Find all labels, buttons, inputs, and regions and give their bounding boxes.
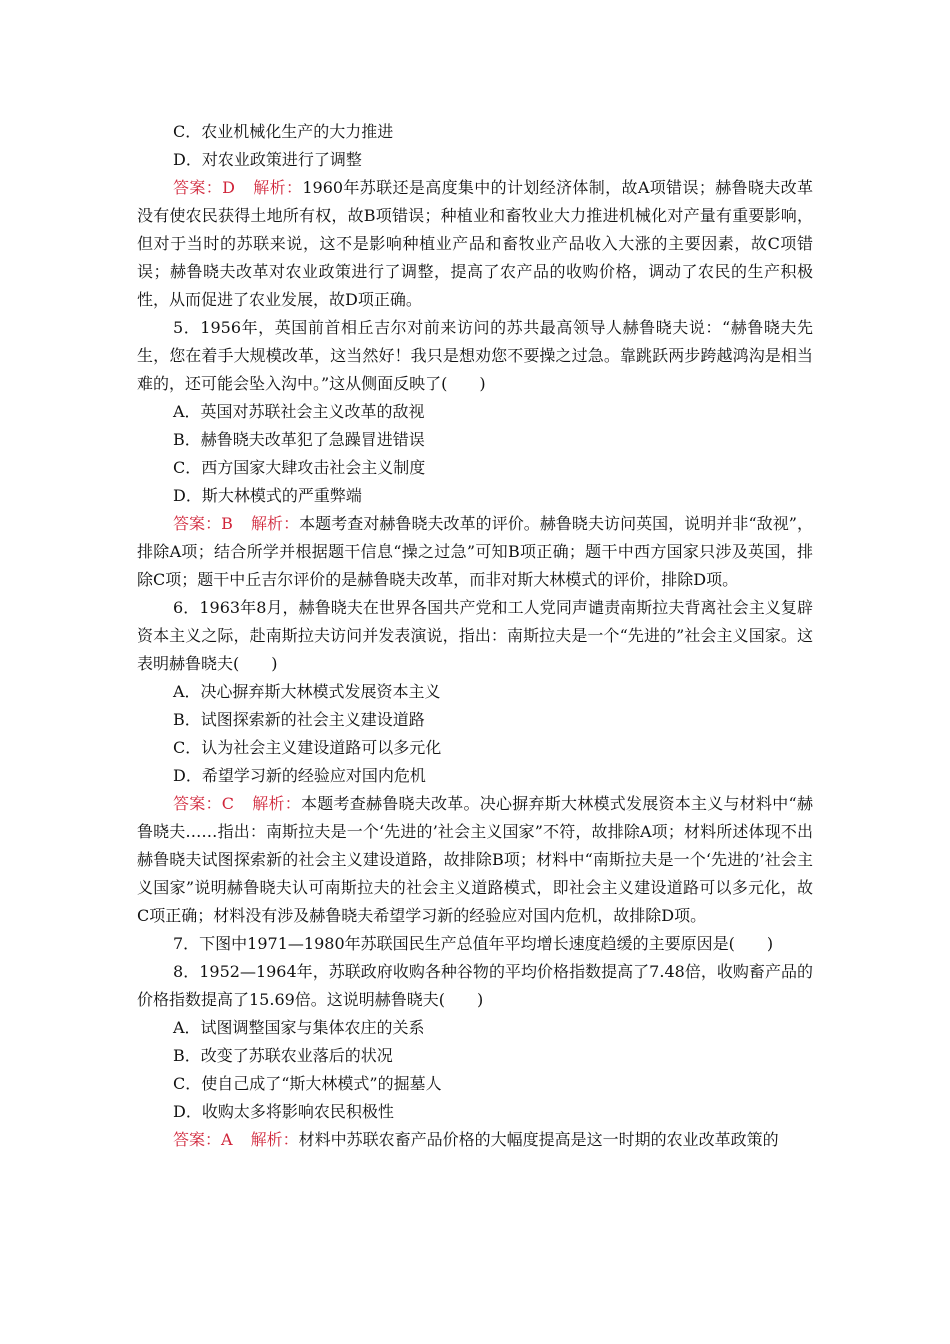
q4-option-d: D．对农业政策进行了调整 bbox=[173, 150, 362, 169]
q5-option-b: B．赫鲁晓夫改革犯了急躁冒进错误 bbox=[173, 430, 425, 449]
analysis-text: 材料中苏联农畜产品价格的大幅度提高是这一时期的农业改革政策的 bbox=[298, 1130, 779, 1149]
answer-label: 答案： bbox=[173, 514, 222, 533]
q8-option-b: B．改变了苏联农业落后的状况 bbox=[173, 1046, 393, 1065]
answer-letter: C bbox=[221, 794, 235, 813]
q8-stem: 8．1952—1964年，苏联政府收购各种谷物的平均价格指数提高了7.48倍，收购畜产品的价格指数提高了15.69倍。这说明赫鲁晓夫( ) bbox=[137, 962, 813, 1009]
q6-stem: 6．1963年8月，赫鲁晓夫在世界各国共产党和工人党同声谴责南斯拉夫背离社会主义复辟资本主义之际，赴南斯拉夫访问并发表演说，指出：南斯拉夫是一个“先进的”社会主义国家。这表明赫鲁晓夫( ) bbox=[137, 598, 813, 673]
q5-option-d: D．斯大林模式的严重弊端 bbox=[173, 486, 362, 505]
answer-letter: A bbox=[221, 1130, 233, 1149]
analysis-text: 本题考查对赫鲁晓夫改革的评价。赫鲁晓夫访问英国，说明并非“敌视”，排除A项；结合所学并根据题干信息“操之过急”可知B项正确；题干中西方国家只涉及英国，排除C项；题干中丘吉尔评价的是赫鲁晓夫改革，而非对斯大林模式的评价，排除D项。 bbox=[137, 514, 813, 589]
analysis-text: 本题考查赫鲁晓夫改革。决心摒弃斯大林模式发展资本主义与材料中“赫鲁晓夫……指出：南斯拉夫是一个‘先进的’社会主义国家”不符，故排除A项；材料所述体现不出赫鲁晓夫试图探索新的社会主义建设道路，故排除B项；材料中“南斯拉夫是一个‘先进的’社会主义国家”说明赫鲁晓夫认可南斯拉夫的社会主义道路模式，即社会主义建设道路可以多元化，故C项正确；材料没有涉及赫鲁晓夫希望学习新的经验应对国内危机，故排除D项。 bbox=[137, 794, 813, 925]
document-page bbox=[137, 118, 813, 1154]
q8-option-d: D．收购太多将影响农民积极性 bbox=[173, 1102, 394, 1121]
q5-option-a: A．英国对苏联社会主义改革的敌视 bbox=[173, 402, 425, 421]
analysis-text: 1960年苏联还是高度集中的计划经济体制，故A项错误；赫鲁晓夫改革没有使农民获得土地所有权，故B项错误；种植业和畜牧业大力推进机械化对产量有重要影响，但对于当时的苏联来说，这不是影响种植业产品和畜牧业产品收入大涨的主要因素，故C项错误；赫鲁晓夫改革对农业政策进行了调整，提高了农产品的收购价格，调动了农民的生产积极性，从而促进了农业发展，故D项正确。 bbox=[137, 178, 813, 309]
q5-stem: 5．1956年，英国前首相丘吉尔对前来访问的苏共最高领导人赫鲁晓夫说：“赫鲁晓夫先生，您在着手大规模改革，这当然好！我只是想劝您不要操之过急。靠跳跃两步跨越鸿沟是相当难的，还可能会坠入沟中。”这从侧面反映了( ) bbox=[137, 318, 813, 393]
q4-answer bbox=[137, 174, 813, 314]
q4-option-c: C．农业机械化生产的大力推进 bbox=[173, 122, 394, 141]
answer-letter: D bbox=[222, 178, 235, 197]
q5-option-c: C．西方国家大肆攻击社会主义制度 bbox=[173, 458, 426, 477]
q5-answer bbox=[137, 510, 813, 594]
answer-label: 答案： bbox=[173, 794, 222, 813]
q6-option-b: B．试图探索新的社会主义建设道路 bbox=[173, 710, 425, 729]
q8-option-a: A．试图调整国家与集体农庄的关系 bbox=[173, 1018, 425, 1037]
analysis-label: 解析： bbox=[252, 794, 302, 813]
analysis-label: 解析： bbox=[250, 1130, 299, 1149]
answer-label: 答案： bbox=[173, 178, 223, 197]
q8-answer bbox=[137, 1126, 813, 1154]
q8-option-c: C．使自己成了“斯大林模式”的掘墓人 bbox=[173, 1074, 442, 1093]
answer-letter: B bbox=[221, 514, 233, 533]
analysis-label: 解析： bbox=[250, 514, 300, 533]
q6-option-d: D．希望学习新的经验应对国内危机 bbox=[173, 766, 426, 785]
q6-answer bbox=[137, 790, 813, 930]
q7-stem: 7．下图中1971—1980年苏联国民生产总值年平均增长速度趋缓的主要原因是( ) bbox=[173, 934, 774, 953]
q6-option-a: A．决心摒弃斯大林模式发展资本主义 bbox=[173, 682, 441, 701]
q6-option-c: C．认为社会主义建设道路可以多元化 bbox=[173, 738, 442, 757]
answer-label: 答案： bbox=[173, 1130, 222, 1149]
analysis-label: 解析： bbox=[252, 178, 303, 197]
